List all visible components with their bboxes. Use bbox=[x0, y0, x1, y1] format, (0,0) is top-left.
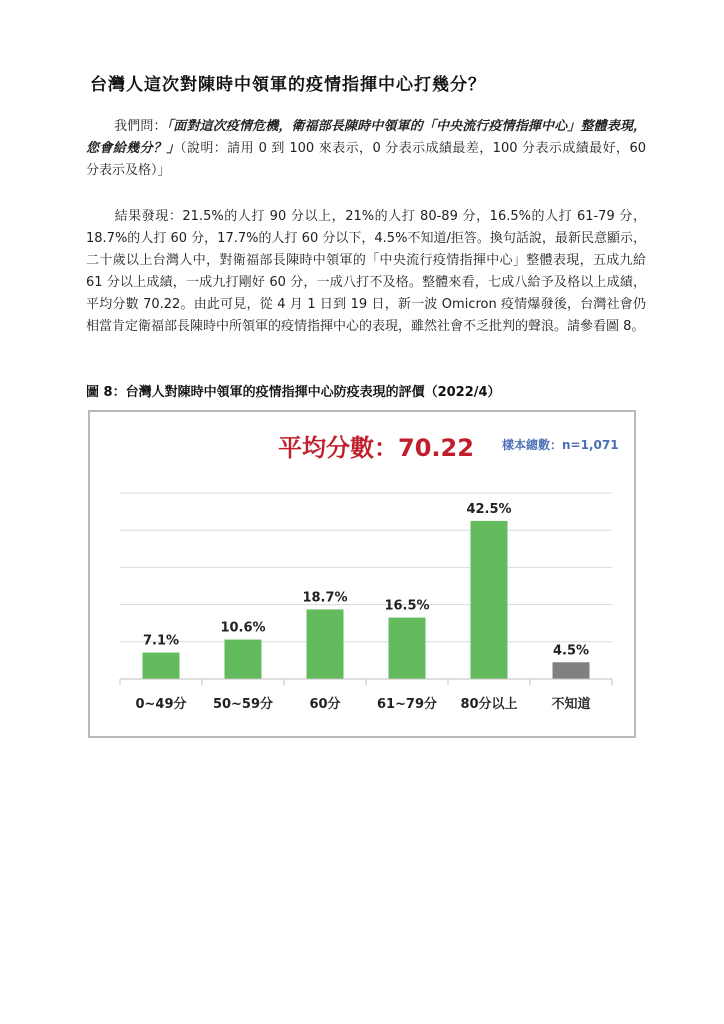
chart-title: 平均分數：70.22 bbox=[278, 434, 474, 462]
question-prefix: 我們問： bbox=[114, 119, 167, 134]
bar-5 bbox=[553, 662, 590, 679]
category-label-5: 不知道 bbox=[551, 697, 591, 712]
category-label-2: 60分 bbox=[309, 697, 341, 712]
category-label-1: 50~59分 bbox=[212, 697, 274, 712]
figure-caption: 圖 8：台灣人對陳時中領軍的疫情指揮中心防疫表現的評價（2022/4） bbox=[86, 385, 501, 400]
category-label-3: 61~79分 bbox=[376, 697, 438, 712]
category-label-0: 0~49分 bbox=[135, 697, 187, 712]
bar-chart bbox=[90, 412, 634, 736]
bar-0 bbox=[143, 653, 180, 679]
bar-2 bbox=[307, 609, 344, 679]
data-label-2: 18.7% bbox=[302, 590, 348, 606]
data-label-4: 42.5% bbox=[466, 501, 512, 517]
category-label-4: 80分以上 bbox=[460, 697, 518, 712]
result-paragraph bbox=[86, 206, 646, 338]
question-note: （說明：請用 0 到 100 來表示，0 分表示成績最差，100 分表示成績最好，60 分表示及格）」 bbox=[86, 141, 646, 178]
data-label-0: 7.1% bbox=[142, 633, 180, 649]
data-label-1: 10.6% bbox=[220, 620, 266, 636]
bar-chart-frame bbox=[88, 410, 636, 738]
result-text: 結果發現：21.5%的人打 90 分以上，21%的人打 80-89 分，16.5%的人打 61-79 分，18.7%的人打 60 分，17.7%的人打 60 分以下，4.5%不知道/拒答。換句話說，最新民意顯示，二十歲以上台灣人中，對衛福部長陳時中領軍的「中央流行疫情指揮中心」整體表現，五成九給 61 分以上成績，一成九打剛好 60 分，一成八打不及格。整體來看，七成八給予及格以上成績，平均分數 70.22。由此可見，從 4 月 1 日到 19 日，新一波 Omicron 疫情爆發後，台灣社會仍相當肯定衛福部長陳時中所領軍的疫情指揮中心的表現，雖然社會不乏批判的聲浪。請參看圖 8。 bbox=[86, 209, 646, 334]
bar-4 bbox=[471, 521, 508, 679]
data-label-3: 16.5% bbox=[384, 598, 430, 614]
question-quote: 「面對這次疫情危機，衛福部長陳時中領軍的「中央流行疫情指揮中心」整體表現，您會給幾分？」 bbox=[86, 119, 646, 156]
question-paragraph bbox=[86, 116, 646, 182]
bar-1 bbox=[225, 640, 262, 679]
bar-3 bbox=[389, 618, 426, 679]
article-title: 台灣人這次對陳時中領軍的疫情指揮中心打幾分？ bbox=[90, 75, 486, 95]
chart-subtitle: 樣本總數：n=1,071 bbox=[502, 438, 619, 452]
data-label-5: 4.5% bbox=[552, 643, 590, 659]
